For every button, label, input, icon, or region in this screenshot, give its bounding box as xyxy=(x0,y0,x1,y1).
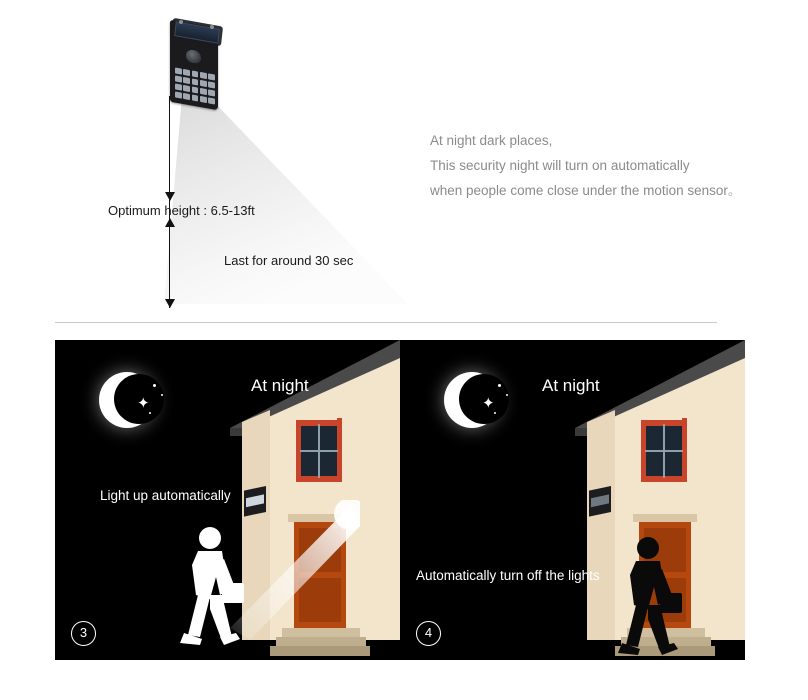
section-divider xyxy=(55,322,717,323)
panel-number-badge: 4 xyxy=(416,621,441,646)
optimum-height-label: Optimum height : 6.5-13ft xyxy=(108,203,255,218)
panel-caption: Light up automatically xyxy=(100,488,231,503)
description-line-3: when people come close under the motion sensor。 xyxy=(430,183,742,198)
panel-number-badge: 3 xyxy=(71,621,96,646)
walking-person-icon xyxy=(160,525,260,645)
overview-diagram xyxy=(0,0,808,322)
panel-caption: Automatically turn off the lights xyxy=(416,568,600,583)
crescent-moon-icon: ✦ xyxy=(99,372,155,428)
description-line-1: At night dark places, xyxy=(430,133,553,148)
duration-label: Last for around 30 sec xyxy=(224,253,354,268)
solar-wall-lamp-icon xyxy=(589,486,611,517)
scene-panel-4 xyxy=(400,340,745,660)
walking-person-icon xyxy=(598,535,698,655)
at-night-label: At night xyxy=(251,376,309,395)
scene-panel-3 xyxy=(55,340,400,660)
light-beam-icon xyxy=(150,96,410,306)
at-night-label: At night xyxy=(542,376,600,395)
description-line-2: This security night will turn on automatically xyxy=(430,158,690,173)
description-text xyxy=(430,128,770,203)
crescent-moon-icon: ✦ xyxy=(444,372,500,428)
height-measure-arrow-icon xyxy=(158,96,182,308)
